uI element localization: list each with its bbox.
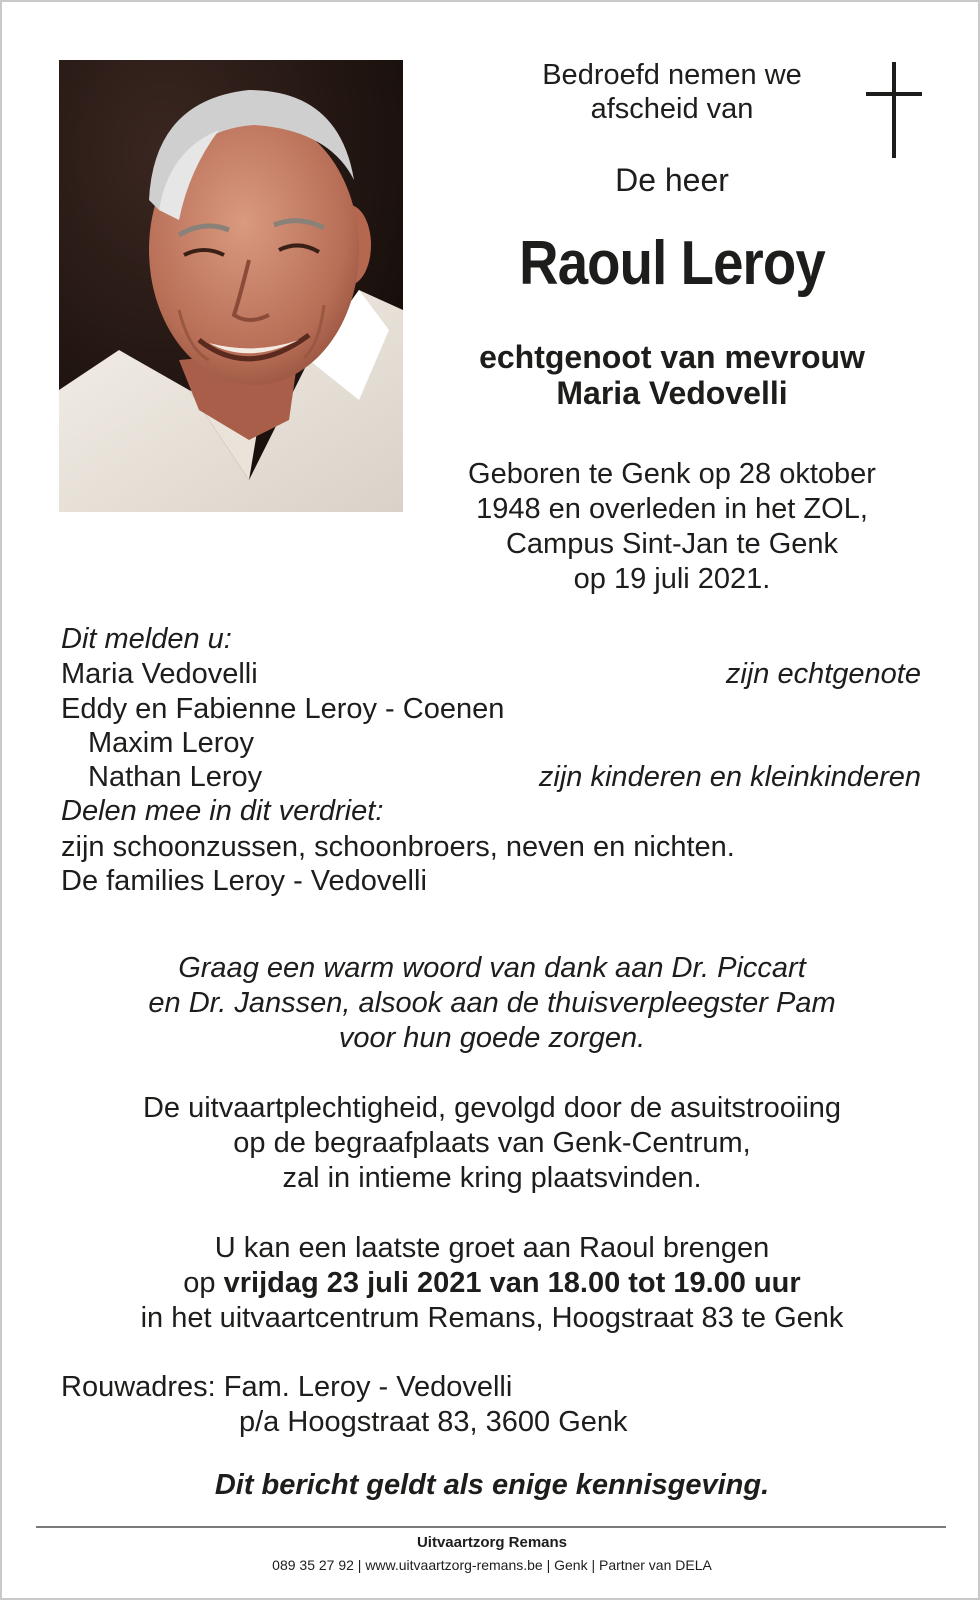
visitation-datetime: vrijdag 23 juli 2021 van 18.00 tot 19.00 uur	[223, 1267, 801, 1299]
mourning-address: Rouwadres: Fam. Leroy - Vedovelli	[61, 1371, 513, 1403]
visitation-prefix: op	[183, 1267, 224, 1299]
portrait-photo	[59, 60, 403, 512]
life-line: op 19 juli 2021.	[573, 563, 771, 595]
share-heading: Delen mee in dit verdriet:	[61, 795, 384, 827]
mourning-address-line: p/a Hoogstraat 83, 3600 Genk	[239, 1406, 628, 1438]
spouse-line: Maria Vedovelli	[556, 375, 788, 411]
family-member: Eddy en Fabienne Leroy - Coenen	[61, 693, 505, 725]
intro-line: afscheid van	[590, 93, 754, 125]
life-line: Geboren te Genk op 28 oktober	[468, 458, 876, 490]
footer-company: Uitvaartzorg Remans	[416, 1534, 568, 1551]
family-member: Nathan Leroy	[88, 761, 263, 793]
footer-divider	[36, 1526, 946, 1528]
family-member: Maria Vedovelli	[61, 658, 258, 690]
life-details	[442, 457, 902, 597]
visitation-line	[62, 1266, 922, 1301]
notice-text: Dit bericht geldt als enige kennisgeving.	[214, 1469, 770, 1501]
thanks-line: en Dr. Janssen, alsook aan de thuisverpleegster Pam	[148, 987, 836, 1019]
visitation-line: in het uitvaartcentrum Remans, Hoogstraat 83 te Genk	[140, 1302, 844, 1334]
deceased-name: Raoul Leroy	[519, 229, 825, 298]
spouse-text	[442, 339, 902, 411]
family-relation: zijn kinderen en kleinkinderen	[538, 761, 921, 793]
ceremony-line: zal in intieme kring plaatsvinden.	[282, 1162, 702, 1194]
intro-line: Bedroefd nemen we	[542, 59, 802, 91]
share-line: De families Leroy - Vedovelli	[61, 865, 427, 897]
intro-text	[462, 58, 882, 126]
ceremony-line: De uitvaartplechtigheid, gevolgd door de asuitstrooiing	[142, 1092, 842, 1124]
family-heading: Dit melden u:	[61, 623, 232, 655]
life-line: Campus Sint-Jan te Genk	[505, 528, 839, 560]
family-line	[61, 657, 921, 692]
honorific: De heer	[615, 162, 729, 198]
ceremony-line: op de begraafplaats van Genk-Centrum,	[233, 1127, 751, 1159]
thanks-line: voor hun goede zorgen.	[338, 1022, 646, 1054]
share-line: zijn schoonzussen, schoonbroers, neven en nichten.	[61, 831, 735, 863]
visitation-line: U kan een laatste groet aan Raoul brengen	[214, 1232, 770, 1264]
visitation-text	[62, 1231, 922, 1336]
family-line	[61, 692, 921, 727]
thanks-line: Graag een warm woord van dank aan Dr. Piccart	[178, 952, 806, 984]
thanks-text	[62, 951, 922, 1056]
portrait-illustration	[59, 60, 403, 512]
family-member: Maxim Leroy	[88, 727, 254, 759]
footer-info: 089 35 27 92 | www.uitvaartzorg-remans.be | Genk | Partner van DELA	[272, 1557, 712, 1573]
spouse-line: echtgenoot van mevrouw	[479, 339, 865, 375]
family-line	[61, 726, 921, 761]
ceremony-text	[62, 1091, 922, 1196]
family-line	[61, 760, 921, 795]
life-line: 1948 en overleden in het ZOL,	[476, 493, 868, 525]
family-relation: zijn echtgenote	[725, 658, 921, 690]
